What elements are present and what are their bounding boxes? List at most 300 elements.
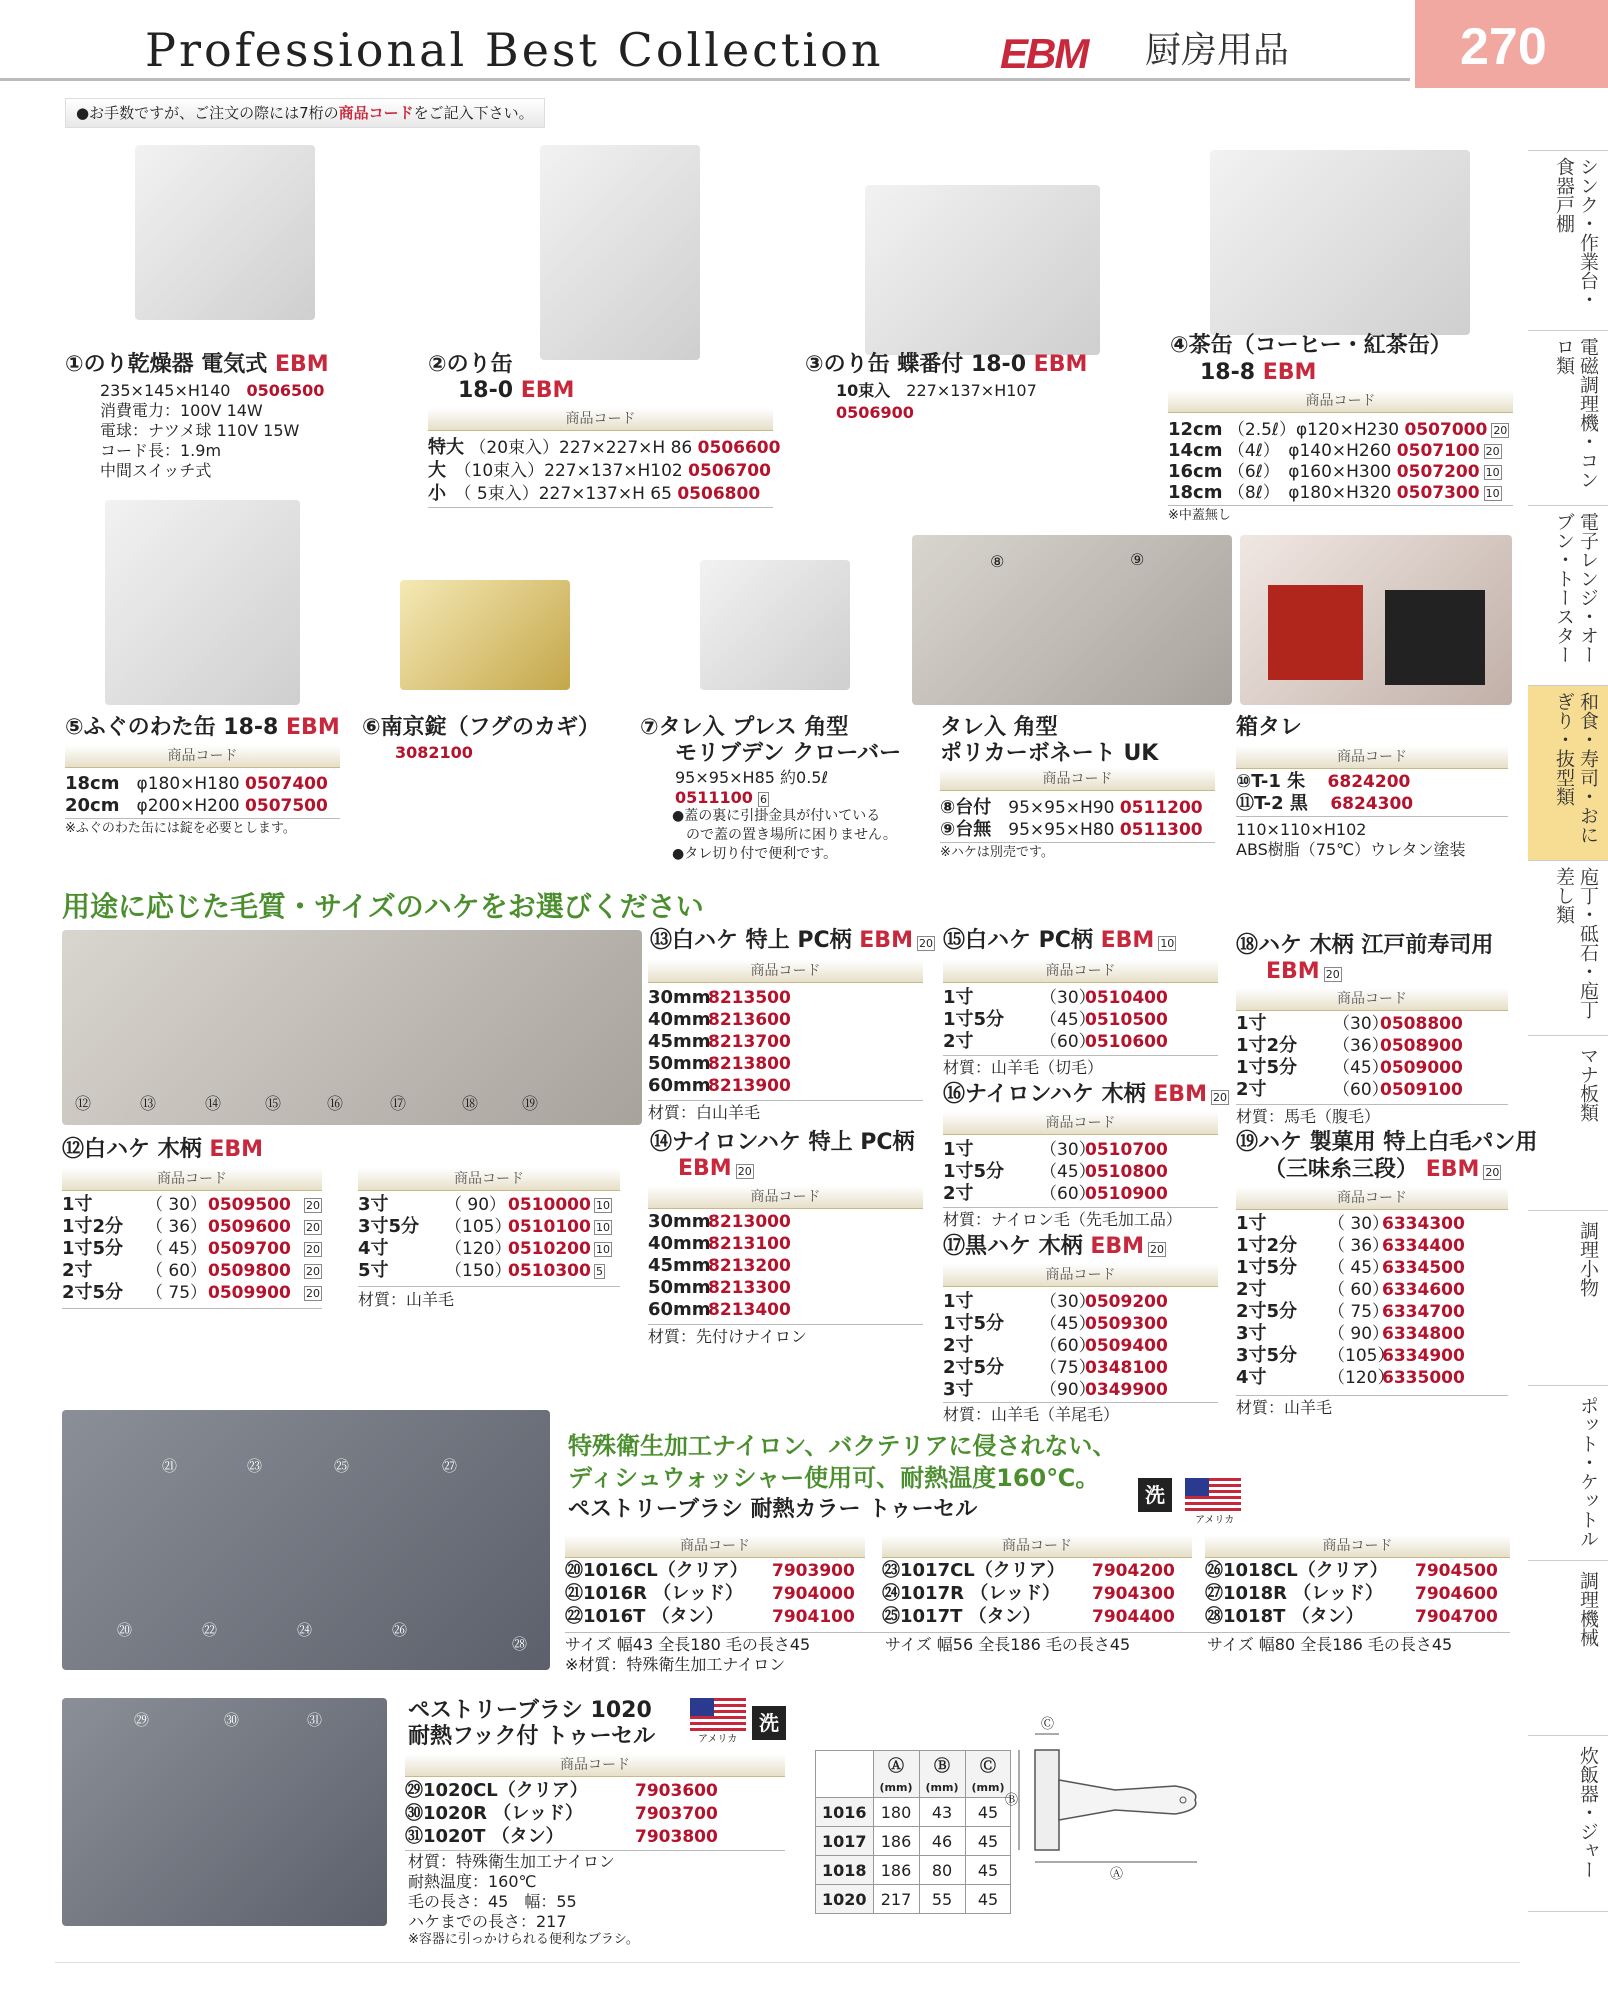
product-row: 2寸	[943, 1335, 974, 1356]
table-row: 1018 186 80 45	[816, 1856, 1011, 1885]
divider	[943, 1207, 1218, 1208]
product-code: 0510800	[1085, 1162, 1168, 1182]
divider	[565, 1632, 1510, 1633]
product-row: 1寸	[62, 1194, 93, 1215]
product-title: ⑦タレ入 プレス 角型	[640, 715, 849, 740]
product-title: ポリカーボネート UK	[940, 741, 1159, 766]
sauce-container-image	[700, 560, 850, 690]
product-title: ペストリーブラシ 耐熱カラー トゥーセル	[568, 1497, 978, 1522]
product-row: 特大 （20束入）227×227×H 86 0506600	[428, 437, 781, 458]
product-size: （45）	[1040, 1314, 1096, 1334]
sidebar-item-label: 調理小物	[1577, 1221, 1599, 1297]
brushes-image	[62, 930, 642, 1125]
product-code: 0509600	[208, 1217, 291, 1237]
product-row: ㉒1016T （タン）	[565, 1606, 724, 1627]
product-code: 7904500	[1415, 1561, 1498, 1581]
product-spec: コード長：1.9m	[100, 441, 222, 460]
product-row: ㉗1018R （レッド）	[1205, 1583, 1384, 1604]
code-header: 商品コード	[648, 960, 923, 983]
sidebar-item-label: ポット・ケットル	[1577, 1396, 1599, 1548]
product-size: （120）	[1328, 1368, 1395, 1388]
product-row: 40mm	[648, 1009, 711, 1030]
code-header: 商品コード	[405, 1754, 785, 1777]
lacquer-box-image	[1240, 535, 1512, 705]
product-title: 耐熱フック付 トゥーセル	[408, 1724, 656, 1749]
product-code: 6334800	[1382, 1324, 1465, 1344]
product-spec: 消費電力：100V 14W	[100, 401, 263, 420]
photo-num: ㉙	[134, 1711, 150, 1729]
product-row: 3寸	[943, 1379, 974, 1400]
product-title: ⑯ナイロンハケ 木柄 EBM 20	[943, 1082, 1227, 1107]
product-code: 7904700	[1415, 1607, 1498, 1627]
divider	[1236, 1104, 1508, 1105]
product-row: 2寸5分	[62, 1282, 124, 1303]
product-code: 0510000	[508, 1195, 591, 1215]
product-row: 5寸	[358, 1260, 389, 1281]
product-material: 材質：山羊毛（羊尾毛）	[943, 1405, 1120, 1424]
qty-badge: 20	[306, 1198, 320, 1212]
product-code: 0509800	[208, 1261, 291, 1281]
code-header: 商品コード	[65, 745, 340, 768]
photo-num: ⑨	[1130, 550, 1145, 569]
product-size: （120）	[445, 1239, 512, 1259]
product-code: 8213300	[708, 1278, 791, 1298]
product-size: （30）	[1040, 1140, 1096, 1160]
product-code: 0510200	[508, 1239, 591, 1259]
product-code: 8213400	[708, 1300, 791, 1320]
product-title: ④茶缶（コーヒー・紅茶缶）	[1170, 333, 1452, 358]
order-notice: ●お手数ですが、ご注文の際には7桁の商品コードをご記入下さい。	[65, 98, 545, 128]
product-size: （45）	[1040, 1010, 1096, 1030]
product-title: ⑬白ハケ 特上 PC柄 EBM 20	[650, 928, 933, 953]
product-size: （90）	[1040, 1380, 1096, 1400]
product-size: （ 60）	[1328, 1280, 1390, 1300]
product-row: 60mm	[648, 1075, 711, 1096]
product-code: 0510600	[1085, 1032, 1168, 1052]
product-row: 2寸	[1236, 1279, 1267, 1300]
code-header: 商品コード	[943, 1112, 1218, 1135]
code-header: 商品コード	[1236, 1187, 1508, 1210]
photo-num: ㉘	[512, 1635, 528, 1653]
code-header: 商品コード	[1236, 746, 1508, 769]
product-size: （30）	[1040, 1292, 1096, 1312]
flag-label: アメリカ	[698, 1734, 738, 1745]
product-note: ※ふぐのわた缶には錠を必要とします。	[65, 821, 296, 836]
dim-corner	[816, 1751, 874, 1798]
brush-dimension-diagram	[1005, 1712, 1215, 1882]
product-size: （ 36）	[1328, 1236, 1390, 1256]
sidebar-item-label: 炊飯器・ジャー	[1577, 1746, 1599, 1879]
product-size: （ 90）	[445, 1195, 507, 1215]
product-row: 12cm （2.5ℓ）φ120×H230 0507000 20	[1168, 419, 1508, 440]
photo-num: ㉑	[162, 1457, 178, 1475]
product-row: 18cm （8ℓ） φ180×H320 0507300 10	[1168, 482, 1500, 503]
photo-num: ㉕	[334, 1457, 350, 1475]
product-title: タレ入 角型	[940, 715, 1058, 740]
product-size: （30）	[1333, 1014, 1389, 1034]
dim-label-a: Ⓐ	[1110, 1867, 1124, 1882]
product-row: 14cm （4ℓ） φ140×H260 0507100 20	[1168, 440, 1500, 461]
product-title: （三味糸三段） EBM 20	[1264, 1157, 1500, 1182]
product-row: 60mm	[648, 1299, 711, 1320]
photo-num: ㉔	[297, 1621, 313, 1639]
product-row: ㉑1016R （レッド）	[565, 1583, 744, 1604]
product-code: 7904000	[772, 1584, 855, 1604]
product-size: （60）	[1040, 1032, 1096, 1052]
sidebar-item-cutting-board[interactable]	[1528, 1035, 1608, 1211]
product-code: 0510500	[1085, 1010, 1168, 1030]
product-row: ㉙1020CL（クリア）	[405, 1780, 588, 1801]
polycarbonate-container-image	[912, 535, 1232, 705]
product-spec: 材質：特殊衛生加工ナイロン	[408, 1852, 615, 1871]
product-title: ⑱ハケ 木柄 江戸前寿司用	[1236, 933, 1494, 958]
product-row: 1寸5分	[62, 1238, 124, 1259]
product-row: 2寸	[62, 1260, 93, 1281]
footer-rule	[55, 1962, 1520, 1963]
code-header: 商品コード	[1168, 390, 1513, 413]
product-row: 1寸5分	[1236, 1257, 1298, 1278]
qty-badge: 20	[306, 1220, 320, 1234]
product-row: 1寸	[1236, 1213, 1267, 1234]
product-size: （60）	[1040, 1336, 1096, 1356]
product-title: ③のり缶 蝶番付 18-0 EBM	[805, 352, 1088, 377]
product-row: ㉚1020R （レッド）	[405, 1803, 584, 1824]
product-code: 8213800	[708, 1054, 791, 1074]
product-row: 1寸	[943, 987, 974, 1008]
product-row: 小 （ 5束入）227×137×H 65 0506800	[428, 483, 761, 504]
product-row: ⑨台無 95×95×H80 0511300	[940, 819, 1203, 840]
divider	[358, 1286, 620, 1287]
product-code: 0508900	[1380, 1036, 1463, 1056]
divider	[65, 818, 340, 819]
dimension-table	[815, 1750, 1011, 1914]
product-title: ⑤ふぐのわた缶 18-8 EBM	[65, 715, 340, 740]
product-spec: ABS樹脂（75℃）ウレタン塗装	[1236, 840, 1466, 859]
product-row: 2寸	[943, 1031, 974, 1052]
product-code: 0509300	[1085, 1314, 1168, 1334]
dim-label-b: Ⓑ	[1005, 1793, 1019, 1808]
sidebar-item-stove[interactable]	[1528, 330, 1608, 506]
dim-header: Ⓐ (mm)	[873, 1751, 919, 1798]
divider	[940, 842, 1215, 843]
product-note: ので蓋の置き場所に困りません。	[672, 827, 897, 843]
photo-num: ⑭	[205, 1094, 222, 1113]
product-code: 0509000	[1380, 1058, 1463, 1078]
divider	[648, 1100, 923, 1101]
dim-header: Ⓒ (mm)	[965, 1751, 1011, 1798]
product-code: 0511100 6	[675, 788, 768, 807]
product-row: 3寸	[358, 1194, 389, 1215]
dim-header: Ⓑ (mm)	[919, 1751, 965, 1798]
product-code: 0349900	[1085, 1380, 1168, 1400]
product-material: 材質：馬毛（腹毛）	[1236, 1107, 1381, 1126]
table-row: 1016 180 43 45	[816, 1798, 1011, 1827]
product-row: 45mm	[648, 1031, 711, 1052]
header-rule	[0, 78, 1410, 81]
product-code: 8213500	[708, 988, 791, 1008]
sidebar-item-label: 電磁調理機・コンロ類	[1553, 337, 1599, 489]
code-header: 商品コード	[943, 1264, 1218, 1287]
product-size: （75）	[1040, 1358, 1096, 1378]
product-row: 1寸2分	[1236, 1235, 1298, 1256]
product-spec: ハケまでの長さ：217	[408, 1912, 567, 1931]
product-spec: 中間スイッチ式	[100, 461, 212, 480]
product-row: 2寸5分	[1236, 1301, 1298, 1322]
product-row: 18cm φ180×H180 0507400	[65, 773, 328, 794]
product-row: ㉛1020T （タン）	[405, 1826, 564, 1847]
section-headline: 用途に応じた毛質・サイズのハケをお選びください	[62, 890, 704, 923]
code-header: 商品コード	[648, 1186, 923, 1209]
product-size: （45）	[1333, 1058, 1389, 1078]
product-row: ㉘1018T （タン）	[1205, 1606, 1364, 1627]
product-material: 材質：山羊毛	[1236, 1398, 1333, 1417]
product-row: 3寸	[1236, 1323, 1267, 1344]
sidebar-item-knife[interactable]	[1528, 860, 1608, 1036]
nori-dryer-image	[135, 145, 315, 320]
product-title: ⑥南京錠（フグのカギ）	[362, 715, 600, 740]
product-row: ㉖1018CL（クリア）	[1205, 1560, 1388, 1581]
divider	[1168, 505, 1513, 506]
sidebar-item-pot[interactable]	[1528, 1385, 1608, 1561]
product-title: ⑮白ハケ PC柄 EBM 10	[943, 928, 1175, 953]
product-code: 6334400	[1382, 1236, 1465, 1256]
product-title: 18-8 EBM	[1200, 360, 1317, 385]
product-size: （60）	[1040, 1184, 1096, 1204]
product-row: 3寸5分	[1236, 1345, 1298, 1366]
divider	[1236, 816, 1508, 817]
product-row: 20cm φ200×H200 0507500	[65, 795, 328, 816]
product-size: （ 75）	[146, 1283, 208, 1303]
product-row: 40mm	[648, 1233, 711, 1254]
product-spec: サイズ 幅80 全長186 毛の長さ45	[1207, 1635, 1453, 1654]
product-code: 0509100	[1380, 1080, 1463, 1100]
product-spec: 10束入 227×137×H107	[836, 381, 1037, 400]
product-spec: 95×95×H85 約0.5ℓ	[675, 768, 829, 787]
sidebar-item-sink[interactable]	[1528, 150, 1608, 331]
product-title: 18-0 EBM	[458, 378, 575, 403]
product-spec: 235×145×H140 0506500	[100, 381, 325, 400]
product-code: 7904300	[1092, 1584, 1175, 1604]
product-title: EBM 20	[1266, 959, 1340, 984]
pastry-1020-image	[62, 1698, 387, 1926]
product-material: 材質：先付けナイロン	[648, 1327, 807, 1346]
sidebar-item-utensils[interactable]	[1528, 1210, 1608, 1386]
nori-can-hinged-image	[865, 185, 1100, 355]
code-header: 商品コード	[565, 1535, 865, 1558]
product-code: 0509500	[208, 1195, 291, 1215]
product-material: 材質：白山羊毛	[648, 1103, 761, 1122]
product-note: ※材質：特殊衛生加工ナイロン	[565, 1655, 786, 1674]
product-code: 8213900	[708, 1076, 791, 1096]
product-row: 1寸5分	[943, 1009, 1005, 1030]
divider	[428, 507, 773, 508]
usa-flag-icon	[690, 1698, 746, 1732]
page-number: 270	[1460, 18, 1547, 76]
product-code: 6334900	[1382, 1346, 1465, 1366]
product-code: 7904400	[1092, 1607, 1175, 1627]
product-row: 4寸	[1236, 1367, 1267, 1388]
fugu-can-image	[105, 500, 300, 705]
product-row: ⑪T-2 黒 6824300	[1236, 793, 1414, 814]
qty-badge: 20	[306, 1286, 320, 1300]
tea-can-image	[1210, 150, 1470, 335]
product-code: 3082100	[395, 743, 473, 762]
product-row: 1寸	[943, 1139, 974, 1160]
product-code: 0510400	[1085, 988, 1168, 1008]
photo-num: ㉖	[392, 1621, 408, 1639]
product-row: 1寸2分	[1236, 1035, 1298, 1056]
divider	[943, 1402, 1218, 1403]
product-code: 7903700	[635, 1804, 718, 1824]
product-size: （150）	[445, 1261, 512, 1281]
product-code: 0510100	[508, 1217, 591, 1237]
padlock-image	[400, 580, 570, 690]
product-code: 0509900	[208, 1283, 291, 1303]
product-code: 0510300	[508, 1261, 591, 1281]
code-header: 商品コード	[940, 768, 1215, 791]
product-row: ㉓1017CL（クリア）	[882, 1560, 1065, 1581]
sidebar-item-oven[interactable]	[1528, 505, 1608, 686]
product-title: 箱タレ	[1236, 715, 1303, 740]
product-code: 7904200	[1092, 1561, 1175, 1581]
code-header: 商品コード	[428, 408, 773, 431]
product-row: ⑳1016CL（クリア）	[565, 1560, 748, 1581]
product-title: ⑫白ハケ 木柄 EBM	[62, 1137, 264, 1162]
sidebar-item-label: 庖丁・砥石・庖丁差し類	[1553, 867, 1599, 1019]
product-material: 材質：山羊毛（切毛）	[943, 1058, 1104, 1077]
product-code: 7904600	[1415, 1584, 1498, 1604]
qty-badge: 20	[306, 1264, 320, 1278]
product-code: 7903800	[635, 1827, 718, 1847]
code-header: 商品コード	[943, 960, 1218, 983]
qty-badge: 20	[306, 1242, 320, 1256]
product-code: 7903900	[772, 1561, 855, 1581]
dishwasher-icon: 洗	[752, 1706, 786, 1740]
product-note: ●蓋の裏に引掛金具が付いている	[672, 808, 881, 824]
product-note: ※ハケは別売です。	[940, 845, 1054, 860]
photo-num: ⑲	[522, 1094, 539, 1113]
product-size: （ 30）	[1328, 1214, 1390, 1234]
product-code: 8213000	[708, 1212, 791, 1232]
product-row: 1寸5分	[1236, 1057, 1298, 1078]
product-code: 6334500	[1382, 1258, 1465, 1278]
product-size: （ 45）	[146, 1239, 208, 1259]
product-note: ※中蓋無し	[1168, 508, 1231, 523]
product-code: 0509700	[208, 1239, 291, 1259]
product-size: （ 30）	[146, 1195, 208, 1215]
usa-flag-icon	[1185, 1478, 1241, 1512]
product-row: 16cm （6ℓ） φ160×H300 0507200 10	[1168, 461, 1500, 482]
product-size: （60）	[1333, 1080, 1389, 1100]
qty-badge: 10	[596, 1198, 610, 1212]
sidebar-item-label: 和食・寿司・おにぎり・抜型類	[1553, 692, 1599, 844]
product-row: 4寸	[358, 1238, 389, 1259]
product-row: 30mm	[648, 987, 711, 1008]
product-code: 0510700	[1085, 1140, 1168, 1160]
product-row: 大 （10束入）227×137×H102 0506700	[428, 460, 771, 481]
product-size: （ 45）	[1328, 1258, 1390, 1278]
nori-can-image	[540, 145, 700, 360]
product-code: 7903600	[635, 1781, 718, 1801]
product-row: 1寸	[943, 1291, 974, 1312]
red-box	[1268, 585, 1363, 680]
product-row: 1寸5分	[943, 1313, 1005, 1334]
product-code: 0348100	[1085, 1358, 1168, 1378]
product-material: 材質：ナイロン毛（先毛加工品）	[943, 1210, 1182, 1229]
product-row: 3寸5分	[358, 1216, 420, 1237]
product-code: 6334600	[1382, 1280, 1465, 1300]
pastry-feature-line: 特殊衛生加工ナイロン、バクテリアに侵されない、	[568, 1432, 1117, 1460]
divider	[943, 1055, 1218, 1056]
product-code: 6334300	[1382, 1214, 1465, 1234]
sidebar-item-label: マナ板類	[1577, 1046, 1599, 1122]
photo-num: ㉒	[202, 1621, 218, 1639]
sidebar-item-label: 電子レンジ・オーブン・トースター	[1553, 512, 1599, 664]
product-row: 2寸	[1236, 1079, 1267, 1100]
divider	[405, 1850, 785, 1851]
product-title: ②のり缶	[428, 352, 513, 377]
product-size: （ 75）	[1328, 1302, 1390, 1322]
photo-num: ㉗	[442, 1457, 458, 1475]
photo-num: ⑬	[140, 1094, 157, 1113]
product-code: 8213600	[708, 1010, 791, 1030]
product-code: 6335000	[1382, 1368, 1465, 1388]
product-row: 30mm	[648, 1211, 711, 1232]
divider	[62, 1308, 322, 1309]
brand-logo: EBM	[1000, 30, 1088, 77]
black-box	[1385, 590, 1485, 685]
product-spec: サイズ 幅56 全長186 毛の長さ45	[885, 1635, 1131, 1654]
product-row: 45mm	[648, 1255, 711, 1276]
product-row: ⑩T-1 朱 6824200	[1236, 771, 1411, 792]
product-row: 50mm	[648, 1277, 711, 1298]
code-header: 商品コード	[1205, 1535, 1510, 1558]
category-title: 厨房用品	[1145, 30, 1290, 71]
product-row: 2寸	[943, 1183, 974, 1204]
photo-num: ⑯	[327, 1094, 344, 1113]
sidebar-item-label: シンク・作業台・食器戸棚	[1553, 157, 1599, 309]
product-code: 8213100	[708, 1234, 791, 1254]
sidebar-item-rice[interactable]	[1528, 1735, 1608, 1912]
code-header: 商品コード	[358, 1168, 620, 1191]
product-size: （105）	[1328, 1346, 1395, 1366]
product-code: 8213200	[708, 1256, 791, 1276]
product-size: （36）	[1333, 1036, 1389, 1056]
product-size: （45）	[1040, 1162, 1096, 1182]
photo-num: ㉚	[224, 1711, 240, 1729]
page-header-title: Professional Best Collection	[145, 23, 884, 77]
product-row: ㉔1017R （レッド）	[882, 1583, 1061, 1604]
sidebar-item-machine[interactable]	[1528, 1560, 1608, 1736]
product-spec: 毛の長さ：45 幅：55	[408, 1892, 577, 1911]
dishwasher-icon: 洗	[1138, 1478, 1172, 1512]
product-title: ①のり乾燥器 電気式 EBM	[65, 352, 329, 377]
divider	[648, 1324, 923, 1325]
product-row: ⑧台付 95×95×H90 0511200	[940, 797, 1203, 818]
product-spec: 耐熱温度：160℃	[408, 1872, 537, 1891]
dim-label-c: Ⓒ	[1041, 1717, 1055, 1732]
product-spec: 電球：ナツメ球 110V 15W	[100, 421, 300, 440]
product-title: EBM 20	[678, 1156, 752, 1181]
code-header: 商品コード	[1236, 988, 1508, 1011]
product-title: ペストリーブラシ 1020	[408, 1698, 652, 1723]
product-title: ⑰黒ハケ 木柄 EBM 20	[943, 1234, 1165, 1259]
flag-label: アメリカ	[1195, 1515, 1235, 1526]
product-code: 6334700	[1382, 1302, 1465, 1322]
product-code: 0509200	[1085, 1292, 1168, 1312]
sidebar-item-washoku[interactable]	[1528, 685, 1608, 861]
product-row: 2寸5分	[943, 1357, 1005, 1378]
